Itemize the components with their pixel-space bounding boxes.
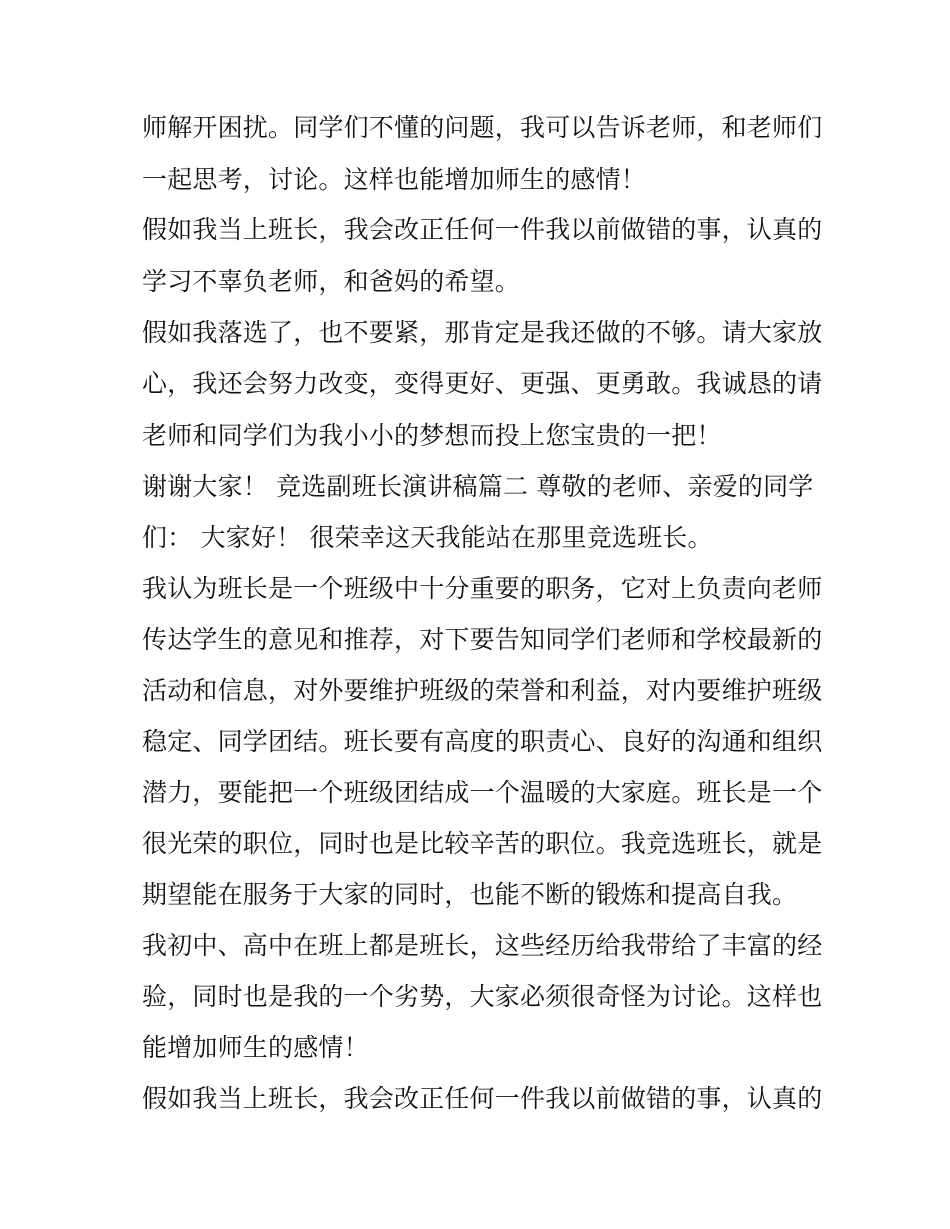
text-line: 心，我还会努力改变，变得更好、更强、更勇敢。我诚恳的请 bbox=[142, 369, 822, 398]
text-line: 很光荣的职位，同时也是比较辛苦的职位。我竞选班长，就是 bbox=[142, 829, 822, 858]
text-line: 师解开困扰。同学们不懂的问题，我可以告诉老师，和老师们 bbox=[142, 113, 822, 142]
text-line: 一起思考，讨论。这样也能增加师生的感情！ bbox=[142, 165, 647, 194]
text-line: 能增加师生的感情！ bbox=[142, 1033, 369, 1062]
text-line: 潜力，要能把一个班级团结成一个温暖的大家庭。班长是一个 bbox=[142, 778, 822, 807]
text-line: 验，同时也是我的一个劣势，大家必须很奇怪为讨论。这样也 bbox=[142, 982, 822, 1011]
text-line: 稳定、同学团结。班长要有高度的职责心、良好的沟通和组织 bbox=[142, 727, 822, 756]
text-line: 谢谢大家！ 竞选副班长演讲稿篇二 尊敬的老师、亲爱的同学 bbox=[142, 472, 814, 501]
text-line: 学习不辜负老师，和爸妈的希望。 bbox=[142, 267, 521, 296]
text-line: 期望能在服务于大家的同时，也能不断的锻炼和提高自我。 bbox=[142, 880, 798, 909]
text-line: 传达学生的意见和推荐，对下要告知同学们老师和学校最新的 bbox=[142, 625, 822, 654]
text-line: 活动和信息，对外要维护班级的荣誉和利益，对内要维护班级 bbox=[142, 676, 822, 705]
text-line: 假如我落选了，也不要紧，那肯定是我还做的不够。请大家放 bbox=[142, 318, 822, 347]
text-line: 我认为班长是一个班级中十分重要的职务，它对上负责向老师 bbox=[142, 574, 822, 603]
text-line: 假如我当上班长，我会改正任何一件我以前做错的事，认真的 bbox=[142, 215, 822, 244]
text-line: 老师和同学们为我小小的梦想而投上您宝贵的一把！ bbox=[142, 421, 722, 450]
text-line: 假如我当上班长，我会改正任何一件我以前做错的事，认真的 bbox=[142, 1084, 822, 1113]
text-line: 我初中、高中在班上都是班长，这些经历给我带给了丰富的经 bbox=[142, 931, 822, 960]
text-line: 们： 大家好！ 很荣幸这天我能站在那里竞选班长。 bbox=[142, 523, 713, 552]
